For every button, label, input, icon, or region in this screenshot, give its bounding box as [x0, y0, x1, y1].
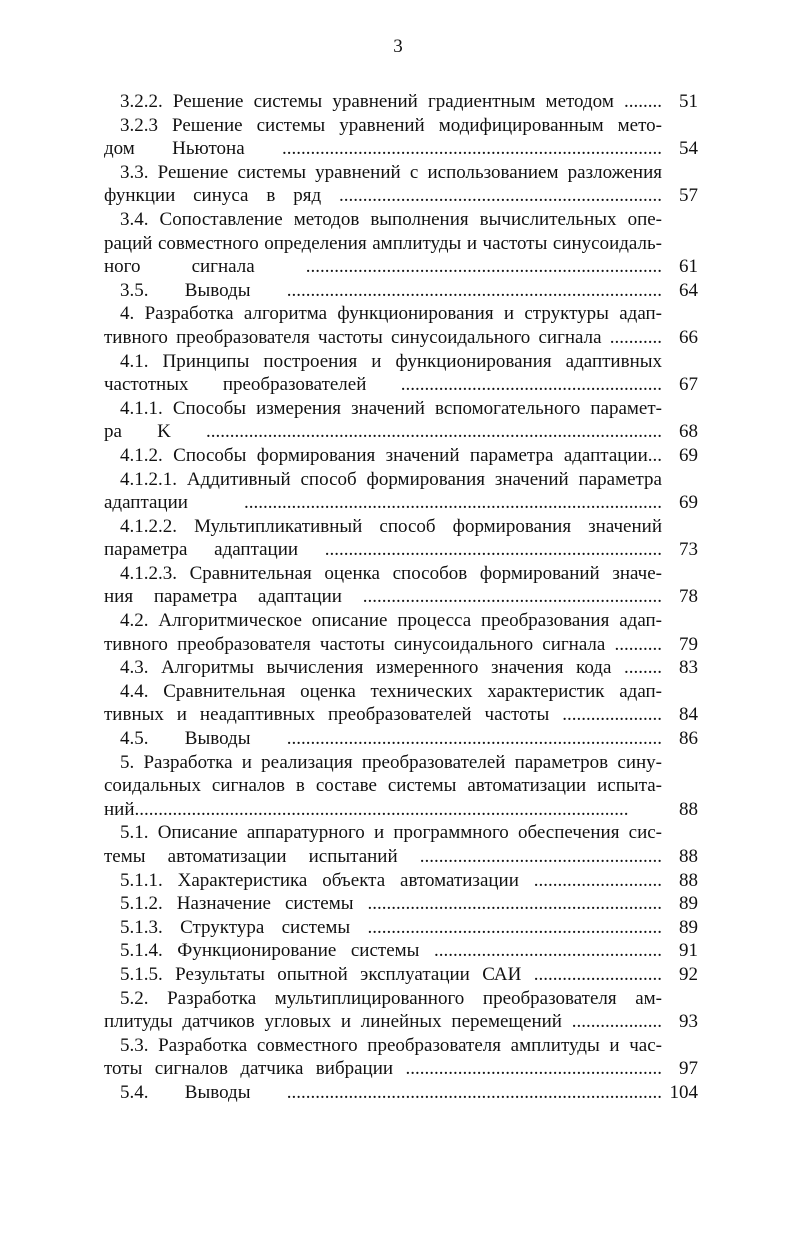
toc-entry [104, 1034, 698, 1081]
toc-entry-title [104, 90, 662, 114]
toc-entry [104, 444, 698, 468]
toc-entry-line: 5.3. Разработка совместного преобразователя амплитуды и час- [120, 1034, 662, 1056]
toc-entry [104, 279, 698, 303]
toc-entry-title [104, 727, 662, 751]
toc-entry [104, 1081, 698, 1105]
toc-entry-line: 4.1.2.2. Мультипликативный способ формирования значений [120, 515, 662, 537]
toc-entry-title [104, 1081, 662, 1105]
toc-entry [104, 609, 698, 656]
toc-entry [104, 515, 698, 562]
toc-entry-line: плитуды датчиков угловых и линейных перемещений ................... [104, 1011, 662, 1033]
toc-entry-line: 5.1.4. Функционирование системы ................................................ [120, 940, 662, 962]
toc-entry-title [104, 279, 662, 303]
toc-entry [104, 939, 698, 963]
toc-entry [104, 680, 698, 727]
toc-entry-page: 92 [679, 963, 698, 985]
toc-entry-line: 4.4. Сравнительная оценка технических характеристик адап- [120, 680, 662, 702]
toc-entry [104, 963, 698, 987]
toc-entry-line: 4. Разработка алгоритма функционирования и структуры адап- [120, 303, 662, 325]
toc-entry-title [104, 208, 662, 279]
toc-entry [104, 987, 698, 1034]
toc-entry [104, 114, 698, 161]
toc-entry-title [104, 468, 662, 515]
toc-entry [104, 869, 698, 893]
toc-entry-line: 5.1.1. Характеристика объекта автоматизации ........................... [120, 869, 662, 891]
toc-entry [104, 302, 698, 349]
toc-entry [104, 916, 698, 940]
toc-entry-page: 68 [679, 421, 698, 443]
toc-entry-line: раций совместного определения амплитуды и частоты синусоидаль- [104, 232, 662, 254]
toc-entry-line: функции синуса в ряд .................................................................... [104, 185, 662, 207]
toc-entry-line: 3.2.3 Решение системы уравнений модифицированным мето- [120, 114, 662, 136]
toc-entry [104, 90, 698, 114]
toc-entry-page: 88 [679, 798, 698, 820]
page-number: 3 [393, 36, 403, 57]
toc-entry-page: 67 [679, 374, 698, 396]
toc-entry-page: 79 [679, 633, 698, 655]
toc-entry-title [104, 161, 662, 208]
toc-entry-line: 4.3. Алгоритмы вычисления измеренного значения кода ........ [120, 657, 662, 679]
toc-entry-page: 69 [679, 492, 698, 514]
toc-entry-page: 73 [679, 539, 698, 561]
toc-entry-page: 57 [679, 185, 698, 207]
toc-entry-line: 3.3. Решение системы уравнений с использованием разложения [120, 161, 662, 183]
toc-entry [104, 208, 698, 279]
toc-entry-line: 4.1.2.3. Сравнительная оценка способов формирований значе- [120, 562, 662, 584]
toc-entry-line: ра K ................................................................................................ [104, 421, 662, 443]
toc-entry-line: 5.2. Разработка мультиплицированного преобразователя ам- [120, 987, 662, 1009]
toc-entry-page: 97 [679, 1058, 698, 1080]
toc-entry-page: 84 [679, 704, 698, 726]
toc-entry-page: 88 [679, 846, 698, 867]
toc-entry-page: 78 [679, 586, 698, 608]
toc-entry-line: параметра адаптации ....................................................................... [104, 539, 662, 561]
toc-entry-title [104, 350, 662, 397]
toc-entry-title [104, 609, 662, 656]
toc-entry-page: 91 [679, 940, 698, 962]
toc-entry-title [104, 939, 662, 963]
toc-entry-title [104, 656, 662, 680]
toc-entry-page: 66 [679, 326, 698, 348]
toc-entry-page: 64 [679, 279, 698, 301]
toc-entry-page: 93 [679, 1011, 698, 1033]
toc-entry-title [104, 821, 662, 868]
toc-entry-line: дом Ньютона ................................................................................ [104, 138, 662, 160]
toc-entry-page: 104 [669, 1081, 698, 1103]
toc-entry-title [104, 680, 662, 727]
toc-entry-title [104, 869, 662, 893]
toc-entry [104, 562, 698, 609]
toc-entry-line: 5.1. Описание аппаратурного и программного обеспечения сис- [120, 822, 662, 844]
toc-entry-line: 3.4. Сопоставление методов выполнения вычислительных опе- [120, 208, 662, 230]
toc-entry [104, 468, 698, 515]
toc-entry-title [104, 987, 662, 1034]
toc-entry-line: ний........................................................................................................ [104, 798, 629, 820]
toc-entry-title [104, 397, 662, 444]
toc-entry-title [104, 302, 662, 349]
toc-entry-line: 4.1.2.1. Аддитивный способ формирования значений параметра [120, 468, 662, 490]
toc-entry-line: 5.1.3. Структура системы .............................................................. [120, 916, 662, 938]
toc-entry-line: 3.5. Выводы ............................................................................... [120, 279, 662, 301]
toc-entry [104, 892, 698, 916]
toc-entry-page: 61 [679, 256, 698, 278]
table-of-contents [104, 90, 698, 1105]
toc-entry-line: соидальных сигналов в составе системы автоматизации испыта- [104, 775, 662, 797]
toc-entry-page: 89 [679, 893, 698, 915]
toc-entry [104, 656, 698, 680]
toc-entry-line: 4.5. Выводы ............................................................................... [120, 728, 662, 750]
toc-entry-title [104, 916, 662, 940]
toc-entry-page: 86 [679, 728, 698, 750]
toc-entry [104, 350, 698, 397]
toc-entry-page: 83 [679, 657, 698, 679]
toc-entry-line: тивного преобразователя частоты синусоидального сигнала ........... [104, 326, 662, 348]
toc-entry-title [104, 892, 662, 916]
toc-entry-line: ного сигнала ........................................................................... [104, 256, 662, 278]
toc-entry-line: 3.2.2. Решение системы уравнений градиентным методом ........ [120, 91, 662, 112]
toc-entry [104, 821, 698, 868]
toc-entry-line: ния параметра адаптации ............................................................... [104, 586, 662, 608]
toc-entry-line: 5.4. Выводы ............................................................................... [120, 1081, 662, 1103]
toc-entry-title [104, 1034, 662, 1081]
toc-entry [104, 161, 698, 208]
toc-entry-line: 4.2. Алгоритмическое описание процесса преобразования адап- [120, 610, 662, 632]
toc-entry-title [104, 114, 662, 161]
toc-entry [104, 397, 698, 444]
toc-entry-line: 4.1.2. Способы формирования значений параметра адаптации... [120, 444, 662, 466]
toc-entry-page: 51 [679, 91, 698, 112]
toc-entry-line: 4.1. Принципы построения и функционирования адаптивных [120, 350, 662, 372]
toc-entry-title [104, 444, 662, 468]
toc-entry-title [104, 562, 662, 609]
toc-entry-title [104, 515, 662, 562]
toc-entry-line: 5. Разработка и реализация преобразователей параметров сину- [120, 751, 662, 773]
toc-entry-line: частотных преобразователей ....................................................... [104, 374, 662, 396]
toc-entry-line: тоты сигналов датчика вибрации ...................................................... [104, 1058, 662, 1080]
toc-entry-title [104, 963, 662, 987]
toc-entry-line: 5.1.2. Назначение системы .............................................................. [120, 893, 662, 915]
toc-entry-line: тивных и неадаптивных преобразователей частоты ..................... [104, 704, 662, 726]
toc-entry-page: 89 [679, 916, 698, 938]
toc-entry-page: 54 [679, 138, 698, 160]
toc-entry-title [104, 751, 662, 822]
toc-entry-page: 69 [679, 444, 698, 466]
toc-entry-line: адаптации ........................................................................................ [104, 492, 662, 514]
toc-entry-line: тивного преобразователя частоты синусоидального сигнала .......... [104, 633, 662, 655]
toc-entry-line: 4.1.1. Способы измерения значений вспомогательного парамет- [120, 397, 662, 419]
toc-entry-line: темы автоматизации испытаний ................................................... [104, 846, 662, 867]
toc-entry [104, 751, 698, 822]
toc-entry-line: 5.1.5. Результаты опытной эксплуатации САИ ........................... [120, 963, 662, 985]
toc-entry-page: 88 [679, 869, 698, 891]
toc-entry [104, 727, 698, 751]
